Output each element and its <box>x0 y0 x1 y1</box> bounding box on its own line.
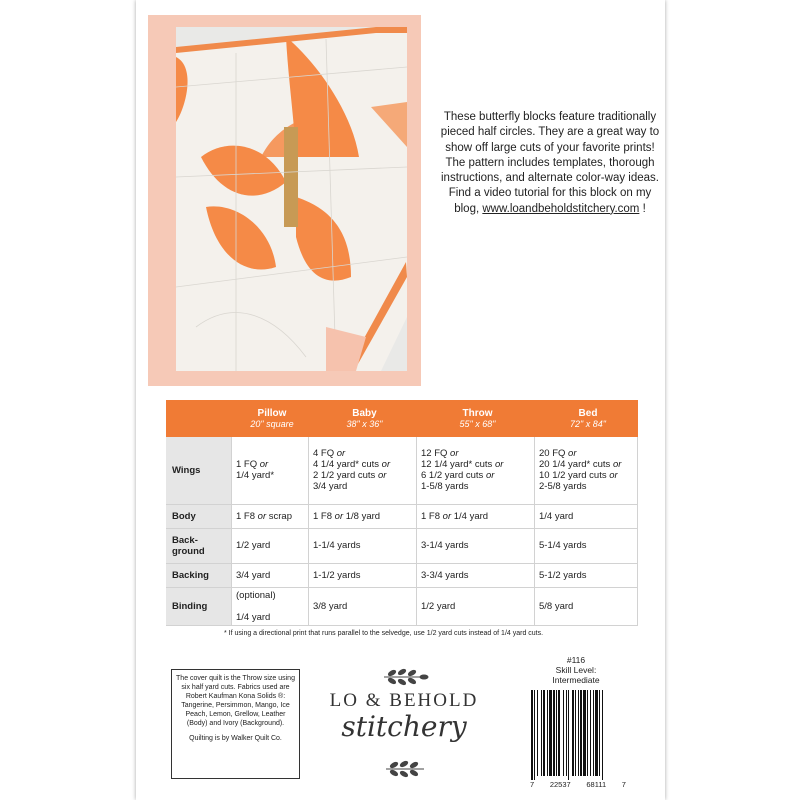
skill-level <box>522 655 630 685</box>
cell-text: 1/8 yard <box>343 510 381 522</box>
barcode-bar <box>578 690 579 776</box>
cell-text: 1/4 yard* <box>236 470 275 482</box>
col-size: 55" x 68" <box>459 419 496 429</box>
table-row <box>166 563 638 587</box>
barcode-bar <box>547 690 548 776</box>
cell-text: 1/4 yard <box>451 510 489 522</box>
header-pillow <box>232 400 309 437</box>
table-cell <box>535 587 638 625</box>
or-text: or <box>450 448 459 460</box>
fabric-info-box <box>171 669 300 779</box>
cell-text: 3-3/4 yards <box>421 569 469 581</box>
or-text: or <box>494 459 504 471</box>
cell-text: 3-1/4 yards <box>421 540 469 551</box>
cell-text: 1-5/8 yards <box>421 481 469 493</box>
barcode-digit: 22537 <box>549 780 571 789</box>
table-header-row <box>166 400 638 437</box>
barcode-bar <box>572 690 574 776</box>
header-baby <box>309 400 417 437</box>
row-label: Wings <box>166 437 232 504</box>
col-name: Bed <box>578 408 598 419</box>
or-text: or <box>334 510 344 522</box>
header-bed <box>535 400 638 437</box>
col-name: Pillow <box>257 408 287 419</box>
footnote: * If using a directional print that runs parallel to the selvedge, use 1/2 yard cuts instead of 1/4 yard cuts. <box>224 630 544 637</box>
table-row <box>166 504 638 528</box>
barcode-bar <box>580 690 582 776</box>
header-throw <box>417 400 535 437</box>
barcode-bar <box>599 690 600 776</box>
cell-text: 12 1/4 yard* cuts <box>421 459 495 471</box>
cell-text: 1 F8 <box>236 510 258 522</box>
barcode-bar <box>553 690 555 776</box>
cell-text: 10 1/2 yard cuts <box>539 470 610 482</box>
cell-text: 1/4 yard <box>236 611 271 623</box>
row-label: Binding <box>166 587 232 625</box>
table-cell <box>232 437 309 504</box>
or-text: or <box>381 459 391 471</box>
cell-text: 1-1/4 yards <box>313 540 361 551</box>
cell-text: 2-5/8 yards <box>539 481 587 493</box>
barcode <box>530 690 626 780</box>
col-name: Baby <box>352 408 377 419</box>
barcode-bar <box>534 690 535 780</box>
table-cell <box>309 437 417 504</box>
barcode-bar <box>587 690 588 776</box>
or-text: or <box>485 470 495 482</box>
table-row <box>166 528 638 563</box>
cell-text: 1 F8 <box>313 510 335 522</box>
col-size: 72" x 84" <box>570 419 606 429</box>
or-text: or <box>336 448 346 460</box>
col-size: 38" x 36" <box>346 419 383 429</box>
table-cell <box>417 528 535 563</box>
or-text: or <box>609 470 618 482</box>
or-text: or <box>442 510 452 522</box>
cell-text: 12 FQ <box>421 448 451 460</box>
barcode-bar <box>575 690 576 776</box>
table-cell <box>232 504 309 528</box>
skill-value: Intermediate <box>552 675 600 685</box>
cell-text: 5/8 yard <box>539 600 574 612</box>
or-text: or <box>257 510 267 522</box>
barcode-bar <box>563 690 564 776</box>
table-cell <box>232 563 309 587</box>
leaf-sprig-icon <box>306 662 502 692</box>
pattern-number: #116 <box>566 655 586 665</box>
barcode-bar <box>549 690 552 776</box>
cell-text: 2 1/2 yard cuts <box>313 470 378 482</box>
table-row <box>166 587 638 625</box>
table-cell <box>417 563 535 587</box>
blog-link[interactable]: www.loandbeholdstitchery.com <box>482 202 640 215</box>
cell-text: 6 1/2 yard cuts <box>421 470 486 482</box>
or-text: or <box>612 459 622 471</box>
barcode-bar <box>566 690 567 776</box>
barcode-bar <box>558 690 560 776</box>
barcode-bar <box>543 690 545 776</box>
row-label: Backing <box>166 563 232 587</box>
barcode-bar <box>602 690 603 780</box>
requirements-table <box>166 400 638 626</box>
cell-text: 4 FQ <box>313 448 337 460</box>
skill-label: Skill Level: <box>555 665 597 675</box>
barcode-digit: 68111 <box>586 780 607 789</box>
row-label: Back- ground <box>166 528 232 563</box>
table-cell <box>535 437 638 504</box>
barcode-bar <box>556 690 557 776</box>
fabric-info: The cover quilt is the Throw size using six half yard cuts. Fabrics used are Robert Kaufman Kona Solids ®: Tangerine, Persimmon, Mango, Ice Peach, Lemon, Grellow, Leather (Body) and Ivory (Background). <box>176 675 295 727</box>
barcode-bar <box>531 690 533 780</box>
barcode-bar <box>590 690 591 776</box>
cell-text: 1 F8 <box>421 510 443 522</box>
table-cell <box>535 528 638 563</box>
col-name: Throw <box>462 408 493 419</box>
cell-text: scrap <box>266 510 292 522</box>
barcode-numbers <box>530 780 626 789</box>
description-text: These butterfly blocks feature traditionally pieced half circles. They are a great way to show off large cuts of your favorite prints! The pattern includes templates, thorough instructions, and alternate color-way ideas. Find a video tutorial for this block on my blog, <box>440 111 660 215</box>
cell-text: 1 FQ <box>236 459 260 471</box>
cell-text: 3/4 yard <box>236 569 271 581</box>
cell-text: 1/2 yard <box>236 540 271 551</box>
description-end: ! <box>639 202 646 215</box>
cell-text: 1/2 yard <box>421 600 456 612</box>
table-cell <box>417 587 535 625</box>
barcode-bar <box>541 690 542 776</box>
pattern-description <box>438 110 662 217</box>
or-text: or <box>377 470 387 482</box>
table-cell <box>535 504 638 528</box>
cell-text: 20 FQ <box>539 448 569 460</box>
table-cell <box>417 504 535 528</box>
logo-wordmark: LO & BEHOLD <box>329 690 479 711</box>
table-cell <box>309 563 417 587</box>
barcode-bar <box>595 690 598 776</box>
quilting-credit: Quilting is by Walker Quilt Co. <box>189 735 282 742</box>
table-cell <box>309 504 417 528</box>
leaf-sprig-icon <box>306 754 502 784</box>
brand-logo <box>306 662 502 782</box>
table-cell <box>232 587 309 625</box>
cell-text: 1-1/2 yards <box>313 569 361 581</box>
row-label: Body <box>166 504 232 528</box>
barcode-bar <box>568 690 569 780</box>
table-cell <box>417 437 535 504</box>
quilt-photo <box>176 27 407 371</box>
or-text: or <box>568 448 577 460</box>
or-text: or <box>259 459 269 471</box>
header-blank <box>166 400 232 437</box>
cell-text: 5-1/4 yards <box>539 540 587 551</box>
table-cell <box>309 528 417 563</box>
barcode-digit: 7 <box>530 780 535 789</box>
barcode-bar <box>583 690 586 776</box>
logo-script: stitchery <box>341 710 467 743</box>
barcode-bar <box>537 690 538 776</box>
barcode-bar <box>593 690 594 776</box>
barcode-digit: 7 <box>621 780 626 789</box>
cell-text: (optional) <box>236 589 276 601</box>
cell-text: 20 1/4 yard* cuts <box>539 459 613 471</box>
table-cell <box>232 528 309 563</box>
col-size: 20" square <box>250 419 294 429</box>
cell-text: 3/4 yard <box>313 481 348 493</box>
cell-text: 4 1/4 yard* cuts <box>313 459 382 471</box>
cell-text: 5-1/2 yards <box>539 569 587 581</box>
table-row <box>166 437 638 504</box>
table-cell <box>309 587 417 625</box>
cell-text: 1/4 yard <box>539 510 574 522</box>
cell-text: 3/8 yard <box>313 600 348 612</box>
table-cell <box>535 563 638 587</box>
